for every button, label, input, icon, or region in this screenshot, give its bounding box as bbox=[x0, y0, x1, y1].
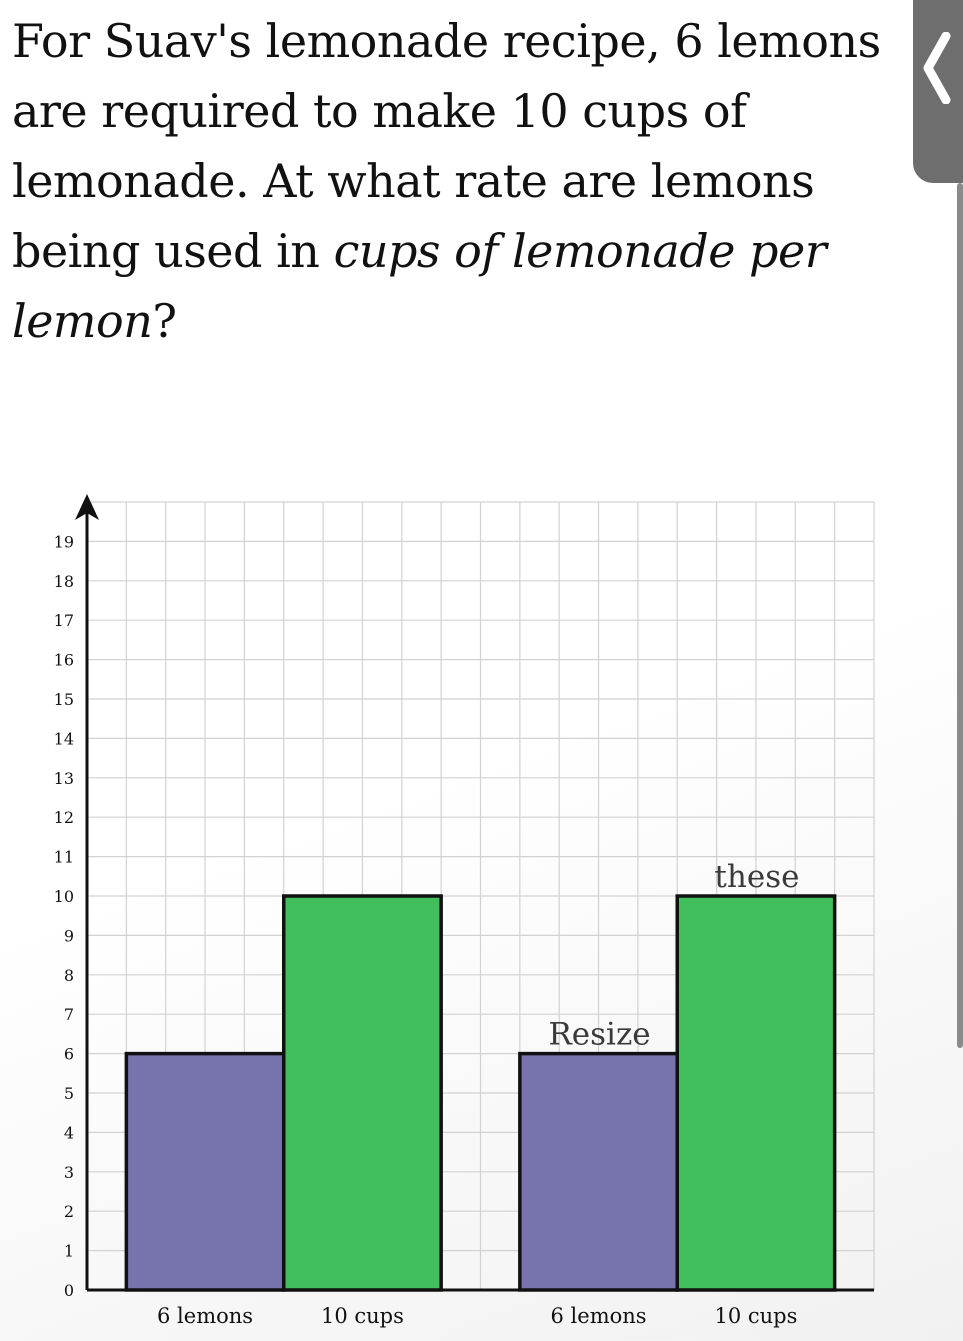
y-tick-label: 9 bbox=[63, 926, 74, 946]
y-tick-label: 0 bbox=[63, 1281, 74, 1300]
y-tick-label: 1 bbox=[63, 1241, 74, 1261]
y-tick-label: 17 bbox=[53, 611, 74, 631]
chevron-left-icon bbox=[922, 32, 952, 104]
x-tick-labels bbox=[157, 1304, 797, 1328]
y-tick-label: 4 bbox=[63, 1123, 74, 1143]
y-tick-label: 13 bbox=[53, 768, 74, 788]
question-end: ? bbox=[152, 294, 177, 348]
bar-chart bbox=[0, 480, 900, 1341]
question-part1: For Suav's lemonade recipe, 6 lemons are required to make 10 cups of lemonade. At what rate are lemons being used in bbox=[12, 14, 881, 278]
bar-annotation-label: these bbox=[714, 859, 800, 895]
y-tick-label: 16 bbox=[53, 650, 74, 670]
bar-annotation-label: Resize bbox=[548, 1016, 651, 1053]
scrollbar-track[interactable] bbox=[957, 183, 963, 1048]
y-tick-label: 14 bbox=[53, 729, 74, 749]
y-tick-label: 12 bbox=[53, 808, 74, 828]
x-tick-label: 6 lemons bbox=[157, 1304, 254, 1328]
question-emphasis-unit: cups of lemonade per bbox=[333, 224, 827, 278]
y-tick-label: 7 bbox=[63, 1005, 74, 1025]
y-tick-label: 11 bbox=[53, 847, 74, 867]
y-tick-label: 5 bbox=[63, 1084, 74, 1103]
y-tick-labels bbox=[54, 532, 74, 1300]
bar-lemons bbox=[126, 1054, 283, 1290]
x-tick-label: 6 lemons bbox=[550, 1304, 647, 1328]
bar-cups bbox=[284, 896, 441, 1290]
question-emphasis-lemon: lemon bbox=[12, 294, 153, 348]
y-tick-label: 15 bbox=[53, 690, 74, 709]
y-tick-label: 8 bbox=[63, 965, 74, 985]
y-tick-label: 3 bbox=[63, 1162, 74, 1182]
y-tick-label: 6 bbox=[63, 1044, 74, 1064]
x-tick-label: 10 cups bbox=[714, 1304, 798, 1328]
y-tick-label: 2 bbox=[63, 1202, 74, 1222]
y-tick-label: 18 bbox=[53, 571, 74, 591]
y-tick-label: 19 bbox=[53, 532, 74, 552]
bar-cups bbox=[677, 896, 834, 1290]
side-panel-toggle[interactable] bbox=[913, 0, 963, 183]
bar-lemons bbox=[520, 1054, 677, 1290]
question-text bbox=[12, 6, 902, 356]
x-tick-label: 10 cups bbox=[320, 1304, 404, 1328]
y-tick-label: 10 bbox=[53, 887, 74, 906]
